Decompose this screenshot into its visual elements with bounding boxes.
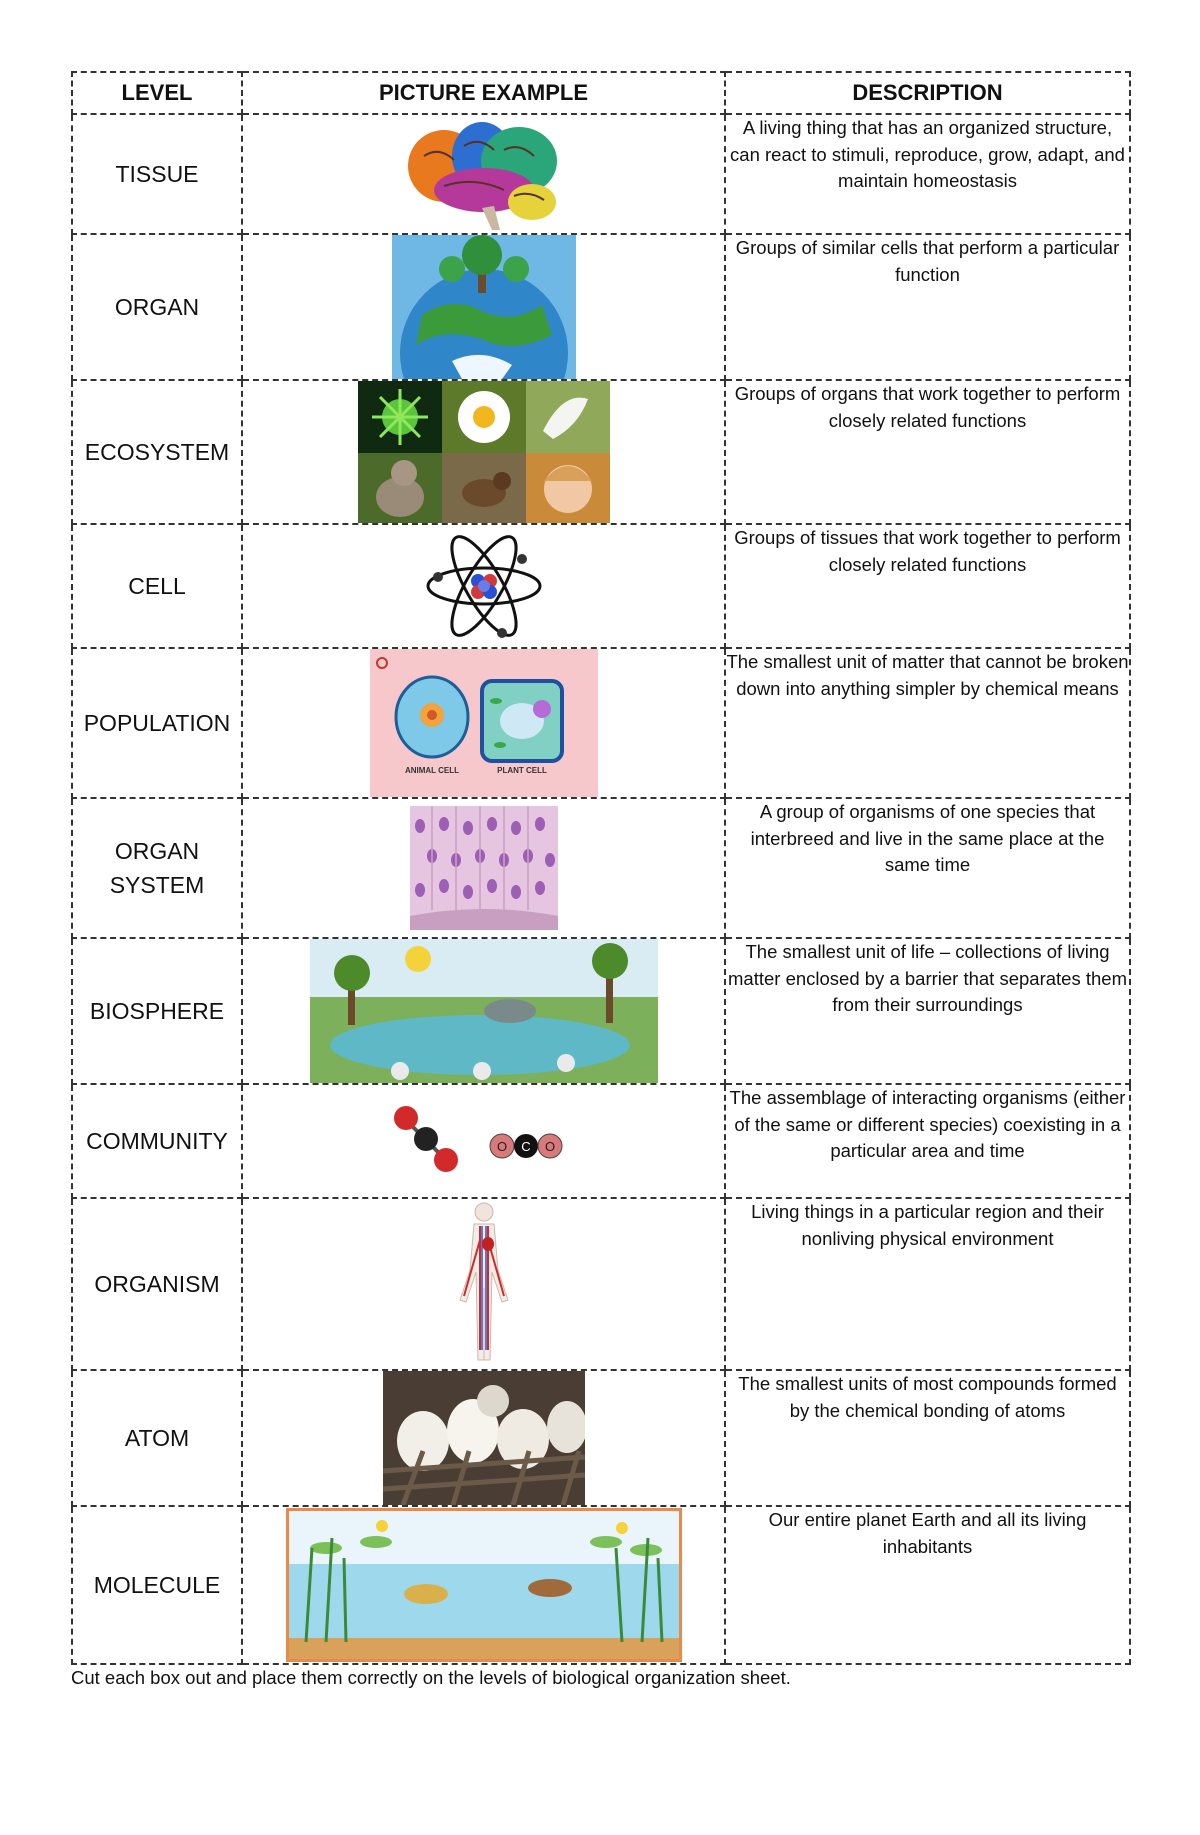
description-cell: A living thing that has an organized structure, can react to stimuli, reproduce, grow, adapt, and maintain homeostasis: [725, 114, 1130, 234]
description-cell: The smallest unit of matter that cannot be broken down into anything simpler by chemical means: [725, 648, 1130, 798]
epithelial-tissue-image: [410, 806, 558, 930]
pond-ecosystem-image: [310, 939, 658, 1083]
animal-cell-label: ANIMAL CELL: [404, 766, 459, 775]
description-cell: Groups of organs that work together to perform closely related functions: [725, 380, 1130, 524]
description-cell: A group of organisms of one species that interbreed and live in the same place at the same time: [725, 798, 1130, 938]
level-cell: POPULATION: [72, 648, 242, 798]
brain-image: [404, 116, 564, 232]
level-cell: TISSUE: [72, 114, 242, 234]
carbon-label: C: [520, 1139, 531, 1154]
table-row: [72, 1506, 1130, 1664]
instruction-footer: Cut each box out and place them correctly on the levels of biological organization sheet.: [71, 1667, 791, 1688]
description-cell: The assemblage of interacting organisms (either of the same or different species) coexisting in a particular area and time: [725, 1084, 1130, 1198]
description-cell: Groups of tissues that work together to perform closely related functions: [725, 524, 1130, 648]
level-cell: BIOSPHERE: [72, 938, 242, 1084]
picture-cell: [242, 1084, 725, 1198]
atom-model-image: [424, 525, 544, 647]
table-row: [72, 1370, 1130, 1506]
picture-cell: [242, 524, 725, 648]
level-cell: CELL: [72, 524, 242, 648]
organization-sheet: [71, 71, 1129, 1665]
co2-molecule-image: [394, 1106, 574, 1176]
picture-cell: [242, 380, 725, 524]
cut-out-table: [71, 71, 1131, 1665]
level-cell: ECOSYSTEM: [72, 380, 242, 524]
table-row: [72, 114, 1130, 234]
description-cell: The smallest unit of life – collections of living matter enclosed by a barrier that separates them from their surroundings: [725, 938, 1130, 1084]
level-cell: ATOM: [72, 1370, 242, 1506]
circulatory-system-image: [444, 1200, 524, 1368]
description-cell: Living things in a particular region and their nonliving physical environment: [725, 1198, 1130, 1370]
picture-cell: [242, 938, 725, 1084]
picture-cell: [242, 1506, 725, 1664]
table-row: [72, 524, 1130, 648]
table-row: [72, 798, 1130, 938]
picture-cell: [242, 1370, 725, 1506]
header-row: [72, 72, 1130, 114]
description-cell: Groups of similar cells that perform a particular function: [725, 234, 1130, 380]
table-row: [72, 1198, 1130, 1370]
animal-plant-cells-image: [370, 649, 598, 797]
picture-cell: [242, 1198, 725, 1370]
table-row: [72, 938, 1130, 1084]
plant-cell-label: PLANT CELL: [496, 766, 547, 775]
goat-herd-image: [383, 1371, 585, 1505]
description-cell: Our entire planet Earth and all its living inhabitants: [725, 1506, 1130, 1664]
table-row: [72, 380, 1130, 524]
level-cell: COMMUNITY: [72, 1084, 242, 1198]
level-cell: ORGANISM: [72, 1198, 242, 1370]
picture-cell: [242, 798, 725, 938]
header-picture: PICTURE EXAMPLE: [242, 72, 725, 114]
header-level: LEVEL: [72, 72, 242, 114]
table-row: [72, 1084, 1130, 1198]
table-row: [72, 234, 1130, 380]
level-cell: MOLECULE: [72, 1506, 242, 1664]
earth-globe-image: [392, 235, 576, 379]
header-description: DESCRIPTION: [725, 72, 1130, 114]
oxygen-label-left: O: [496, 1139, 507, 1154]
level-cell: ORGAN: [72, 234, 242, 380]
organism-collage-image: [358, 381, 610, 523]
oxygen-label-right: O: [544, 1139, 555, 1154]
table-row: [72, 648, 1130, 798]
level-cell: ORGAN SYSTEM: [72, 798, 242, 938]
description-cell: The smallest units of most compounds formed by the chemical bonding of atoms: [725, 1370, 1130, 1506]
pond-community-image: [286, 1508, 682, 1662]
picture-cell: [242, 114, 725, 234]
picture-cell: [242, 648, 725, 798]
picture-cell: [242, 234, 725, 380]
